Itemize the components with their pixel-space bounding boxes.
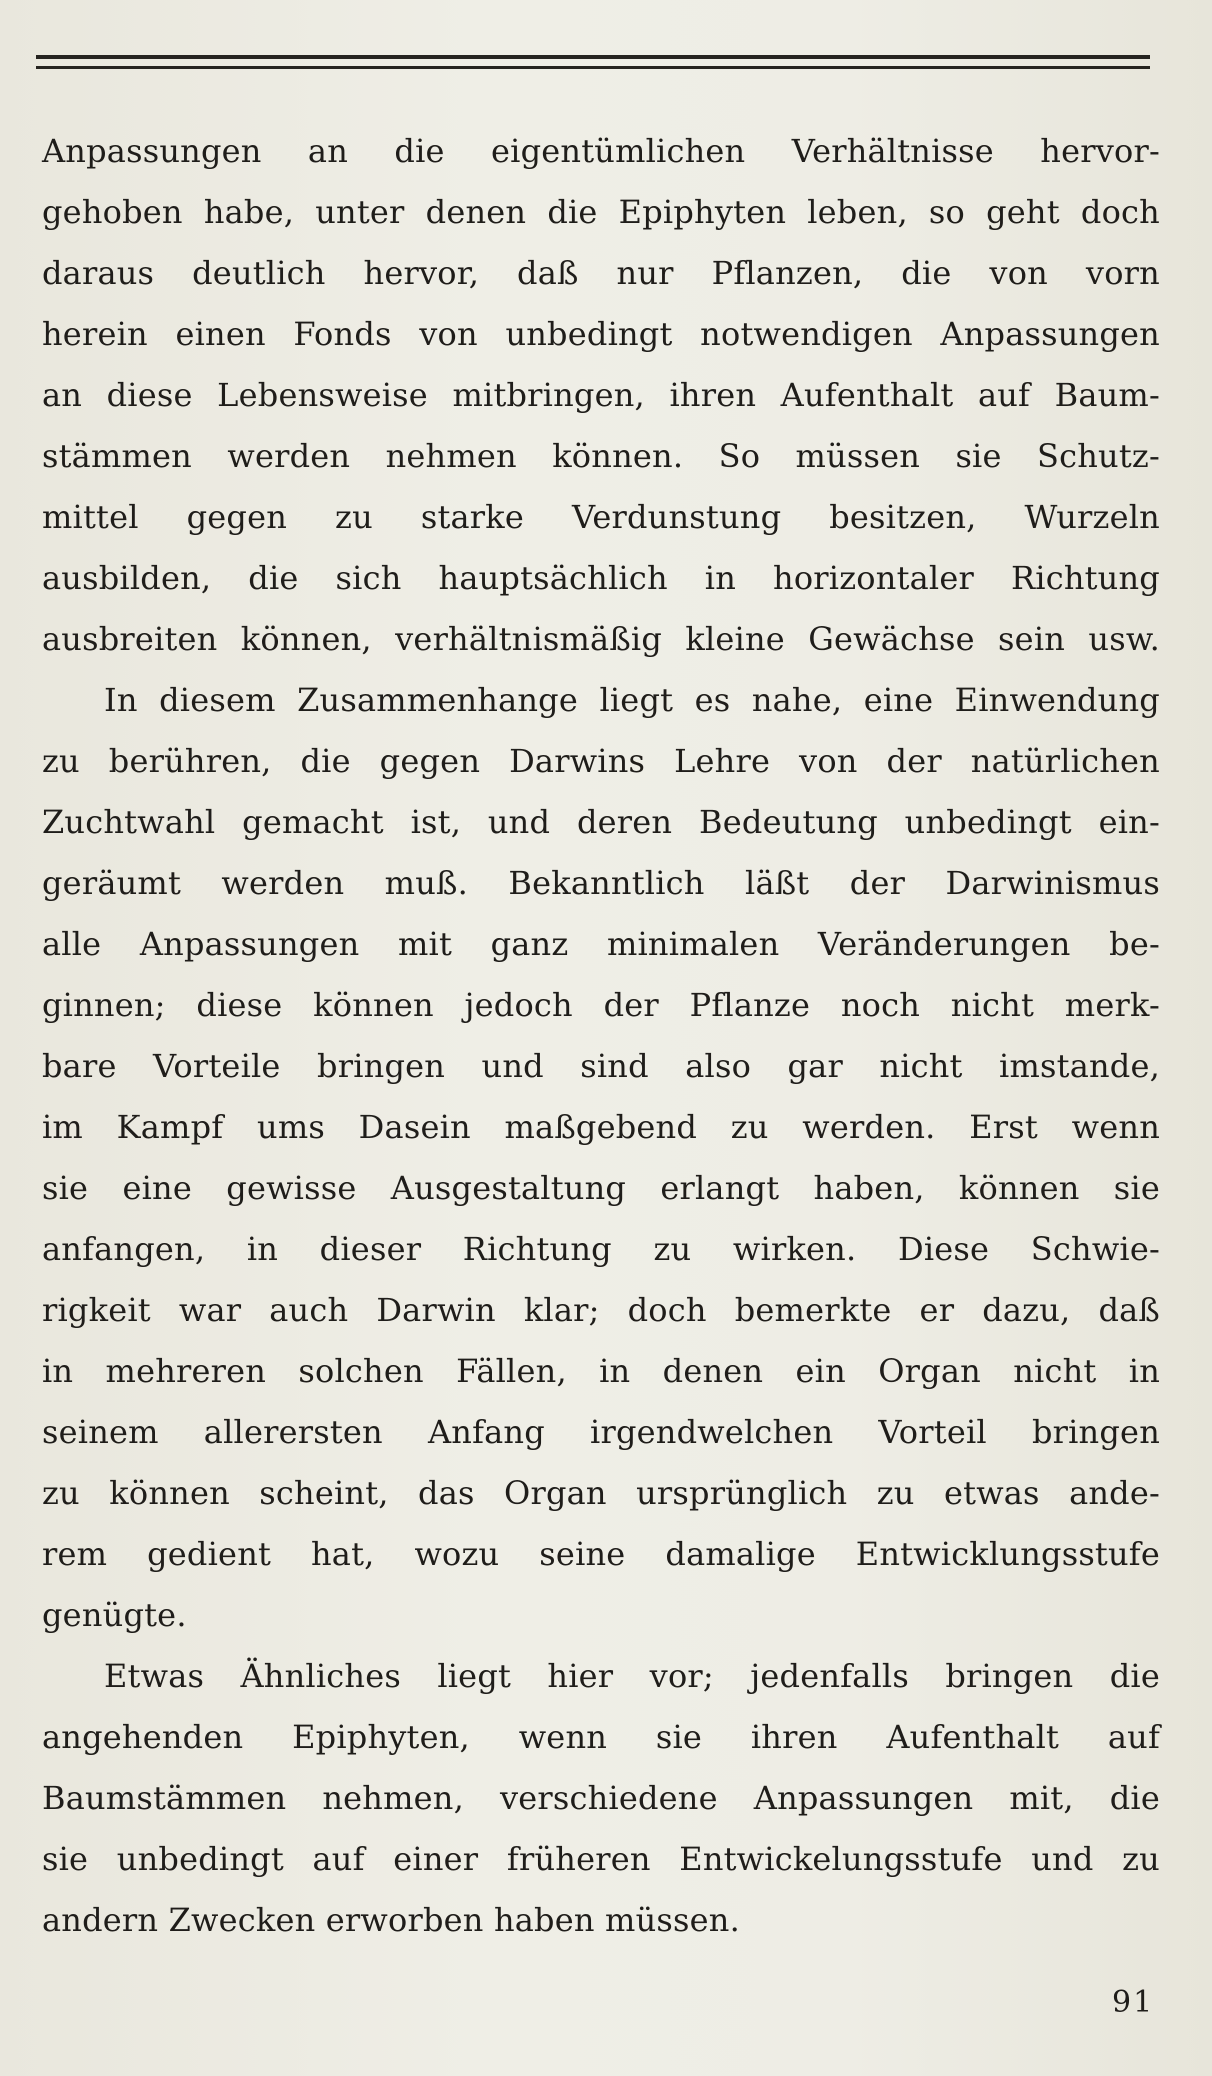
text-line: ginnen; diese können jedoch der Pflanze noch nicht merk- bbox=[42, 986, 1160, 1024]
text-line: Anpassungen an die eigentümlichen Verhältnisse hervor- bbox=[42, 132, 1160, 170]
text-line: rem gedient hat, wozu seine damalige Entwicklungsstufe bbox=[42, 1535, 1160, 1573]
text-line: im Kampf ums Dasein maßgebend zu werden. Erst wenn bbox=[42, 1108, 1160, 1146]
text-line: gehoben habe, unter denen die Epiphyten leben, so geht doch bbox=[42, 193, 1160, 231]
text-line: daraus deutlich hervor, daß nur Pflanzen, die von vorn bbox=[42, 254, 1160, 292]
text-line: stämmen werden nehmen können. So müssen sie Schutz- bbox=[42, 437, 1160, 475]
text-line: mittel gegen zu starke Verdunstung besitzen, Wurzeln bbox=[42, 498, 1160, 536]
text-line: ausbilden, die sich hauptsächlich in horizontaler Richtung bbox=[42, 559, 1160, 597]
text-line: sie eine gewisse Ausgestaltung erlangt haben, können sie bbox=[42, 1169, 1160, 1207]
text-line: In diesem Zusammenhange liegt es nahe, eine Einwendung bbox=[104, 681, 1160, 719]
text-line: angehenden Epiphyten, wenn sie ihren Aufenthalt auf bbox=[42, 1718, 1160, 1756]
text-line: seinem allerersten Anfang irgendwelchen Vorteil bringen bbox=[42, 1413, 1160, 1451]
text-line: Etwas Ähnliches liegt hier vor; jedenfalls bringen die bbox=[104, 1657, 1160, 1695]
header-rule-thick bbox=[36, 55, 1150, 59]
text-line: genügte. bbox=[42, 1596, 187, 1634]
text-line: zu können scheint, das Organ ursprünglich zu etwas ande- bbox=[42, 1474, 1160, 1512]
text-line: herein einen Fonds von unbedingt notwendigen Anpassungen bbox=[42, 315, 1160, 353]
text-line: ausbreiten können, verhältnismäßig kleine Gewächse sein usw. bbox=[42, 620, 1160, 658]
text-line: geräumt werden muß. Bekanntlich läßt der Darwinismus bbox=[42, 864, 1160, 902]
text-line: bare Vorteile bringen und sind also gar nicht imstande, bbox=[42, 1047, 1160, 1085]
body-text bbox=[42, 121, 1160, 1951]
text-line: anfangen, in dieser Richtung zu wirken. Diese Schwie- bbox=[42, 1230, 1160, 1268]
text-line: andern Zwecken erworben haben müssen. bbox=[42, 1901, 740, 1939]
header-rule-thin bbox=[36, 66, 1150, 69]
text-line: zu berühren, die gegen Darwins Lehre von der natürlichen bbox=[42, 742, 1160, 780]
text-line: rigkeit war auch Darwin klar; doch bemerkte er dazu, daß bbox=[42, 1291, 1160, 1329]
text-line: alle Anpassungen mit ganz minimalen Veränderungen be- bbox=[42, 925, 1160, 963]
page-number: 91 bbox=[1112, 1985, 1155, 2020]
text-line: Zuchtwahl gemacht ist, und deren Bedeutung unbedingt ein- bbox=[42, 803, 1160, 841]
text-line: in mehreren solchen Fällen, in denen ein Organ nicht in bbox=[42, 1352, 1160, 1390]
text-line: Baumstämmen nehmen, verschiedene Anpassungen mit, die bbox=[42, 1779, 1160, 1817]
text-line: sie unbedingt auf einer früheren Entwickelungsstufe und zu bbox=[42, 1840, 1160, 1878]
text-line: an diese Lebensweise mitbringen, ihren Aufenthalt auf Baum- bbox=[42, 376, 1160, 414]
